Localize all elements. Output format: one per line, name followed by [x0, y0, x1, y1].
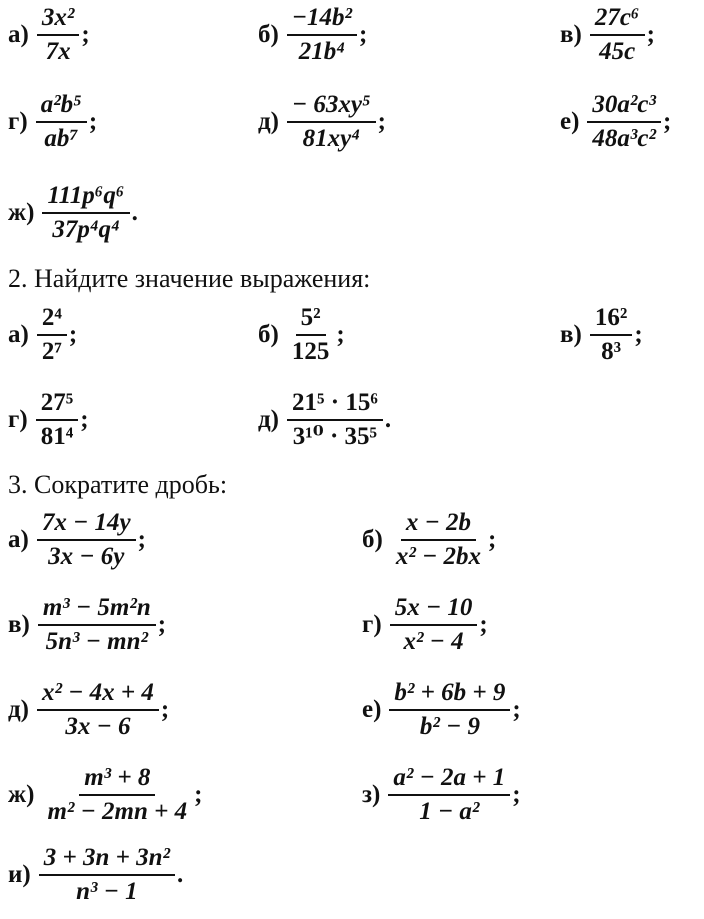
- punctuation: ;: [479, 611, 488, 639]
- fraction: [389, 680, 510, 741]
- punctuation: ;: [137, 526, 146, 554]
- item-label: в): [8, 611, 30, 639]
- numerator: 16²: [590, 305, 633, 336]
- fraction: [42, 183, 129, 244]
- item-label: и): [8, 861, 31, 889]
- fraction-item: [8, 92, 97, 153]
- punctuation: ;: [512, 696, 521, 724]
- numerator: 27⁵: [36, 390, 79, 421]
- item-label: з): [362, 781, 381, 809]
- numerator: 5²: [296, 305, 326, 336]
- punctuation: ;: [68, 321, 78, 349]
- denominator: x² − 2bx: [395, 543, 481, 571]
- fraction-item: [8, 595, 166, 656]
- fraction: [37, 305, 67, 366]
- fraction-item: [560, 305, 643, 366]
- fraction-item: [362, 765, 521, 826]
- punctuation: ;: [160, 696, 170, 724]
- denominator: 7x: [45, 38, 71, 66]
- punctuation: ;: [336, 321, 345, 349]
- punctuation: ;: [663, 108, 672, 136]
- denominator: 81xy⁴: [302, 125, 360, 153]
- task-heading: 3. Сократите дробь:: [8, 470, 228, 499]
- denominator: m² − 2mn + 4: [47, 798, 188, 826]
- denominator: 48a³c²: [592, 125, 657, 153]
- denominator: 3x − 6y: [48, 543, 125, 571]
- fraction: [37, 5, 80, 66]
- item-label: г): [8, 406, 28, 434]
- punctuation: ;: [194, 781, 203, 809]
- denominator: 8³: [601, 338, 622, 366]
- item-label: б): [362, 526, 383, 554]
- fraction-item: [8, 305, 77, 366]
- item-label: г): [8, 108, 28, 136]
- punctuation: .: [384, 406, 392, 434]
- fraction-item: [362, 680, 521, 741]
- denominator: 45c: [599, 38, 636, 66]
- punctuation: ;: [157, 611, 167, 639]
- item-label: д): [258, 108, 279, 136]
- item-label: ж): [8, 199, 35, 227]
- fraction-item: [258, 390, 391, 451]
- fraction-item: [8, 5, 90, 66]
- punctuation: .: [131, 199, 138, 227]
- item-label: б): [258, 321, 279, 349]
- fraction: [38, 595, 156, 656]
- denominator: 3¹⁰ · 35⁵: [292, 423, 378, 451]
- denominator: ab⁷: [44, 125, 79, 153]
- fraction-item: [8, 765, 202, 826]
- fraction: [287, 390, 383, 451]
- fraction-item: [560, 92, 671, 153]
- denominator: 1 − a²: [419, 798, 480, 826]
- fraction-item: [560, 5, 655, 66]
- numerator: − 63xy⁵: [287, 92, 376, 123]
- fraction: [590, 5, 645, 66]
- denominator: 2⁷: [41, 338, 62, 366]
- item-label: а): [8, 526, 29, 554]
- item-label: г): [362, 611, 382, 639]
- numerator: x² − 4x + 4: [37, 680, 159, 711]
- denominator: 81⁴: [40, 423, 74, 451]
- denominator: 21b⁴: [298, 38, 345, 66]
- task-heading: 2. Найдите значение выражения:: [8, 264, 371, 293]
- fraction-item: [8, 845, 183, 906]
- denominator: 37p⁴q⁴: [52, 216, 120, 244]
- numerator: x − 2b: [401, 510, 476, 541]
- fraction: [39, 845, 175, 906]
- numerator: 5x − 10: [390, 595, 478, 626]
- punctuation: ;: [358, 21, 368, 49]
- fraction: [390, 595, 478, 656]
- numerator: 27c⁶: [590, 5, 645, 36]
- numerator: 111p⁶q⁶: [42, 183, 129, 214]
- item-label: в): [560, 321, 582, 349]
- item-label: б): [258, 21, 279, 49]
- item-label: а): [8, 321, 29, 349]
- numerator: −14b²: [287, 5, 357, 36]
- item-label: е): [560, 108, 580, 136]
- denominator: b² − 9: [419, 713, 480, 741]
- fraction-item: [8, 510, 146, 571]
- numerator: 21⁵ · 15⁶: [287, 390, 383, 421]
- fraction: [388, 765, 510, 826]
- fraction-item: [362, 595, 488, 656]
- punctuation: ;: [512, 781, 521, 809]
- punctuation: ;: [81, 21, 90, 49]
- numerator: a²b⁵: [36, 92, 87, 123]
- denominator: x² − 4: [403, 628, 464, 656]
- fraction: [287, 5, 357, 66]
- fraction: [36, 390, 79, 451]
- fraction-item: [8, 183, 138, 244]
- item-label: д): [8, 696, 29, 724]
- fraction: [391, 510, 486, 571]
- item-label: а): [8, 21, 29, 49]
- fraction: [590, 305, 633, 366]
- punctuation: ;: [80, 406, 89, 434]
- denominator: 125: [291, 338, 330, 366]
- fraction-item: [8, 390, 89, 451]
- fraction: [587, 92, 661, 153]
- punctuation: ;: [377, 108, 386, 136]
- item-label: ж): [8, 781, 35, 809]
- item-label: е): [362, 696, 382, 724]
- punctuation: .: [177, 861, 184, 889]
- fraction-item: [362, 510, 496, 571]
- fraction-item: [258, 5, 367, 66]
- fraction-item: [258, 92, 386, 153]
- punctuation: ;: [646, 21, 655, 49]
- fraction: [287, 305, 335, 366]
- fraction: [42, 765, 192, 826]
- fraction: [37, 510, 136, 571]
- numerator: b² + 6b + 9: [389, 680, 510, 711]
- numerator: a² − 2a + 1: [388, 765, 510, 796]
- fraction: [36, 92, 87, 153]
- numerator: m³ + 8: [79, 765, 155, 796]
- denominator: 3x − 6: [65, 713, 131, 741]
- numerator: 7x − 14y: [37, 510, 136, 541]
- fraction-item: [258, 305, 345, 366]
- fraction: [37, 680, 159, 741]
- fraction: [287, 92, 376, 153]
- fraction-item: [8, 680, 169, 741]
- denominator: 5n³ − mn²: [45, 628, 148, 656]
- item-label: д): [258, 406, 279, 434]
- punctuation: ;: [487, 526, 497, 554]
- numerator: 3 + 3n + 3n²: [39, 845, 175, 876]
- numerator: 30a²c³: [587, 92, 661, 123]
- item-label: в): [560, 21, 582, 49]
- punctuation: ;: [634, 321, 643, 349]
- numerator: m³ − 5m²n: [38, 595, 156, 626]
- denominator: n³ − 1: [76, 878, 138, 906]
- punctuation: ;: [88, 108, 98, 136]
- numerator: 2⁴: [37, 305, 67, 336]
- numerator: 3x²: [37, 5, 80, 36]
